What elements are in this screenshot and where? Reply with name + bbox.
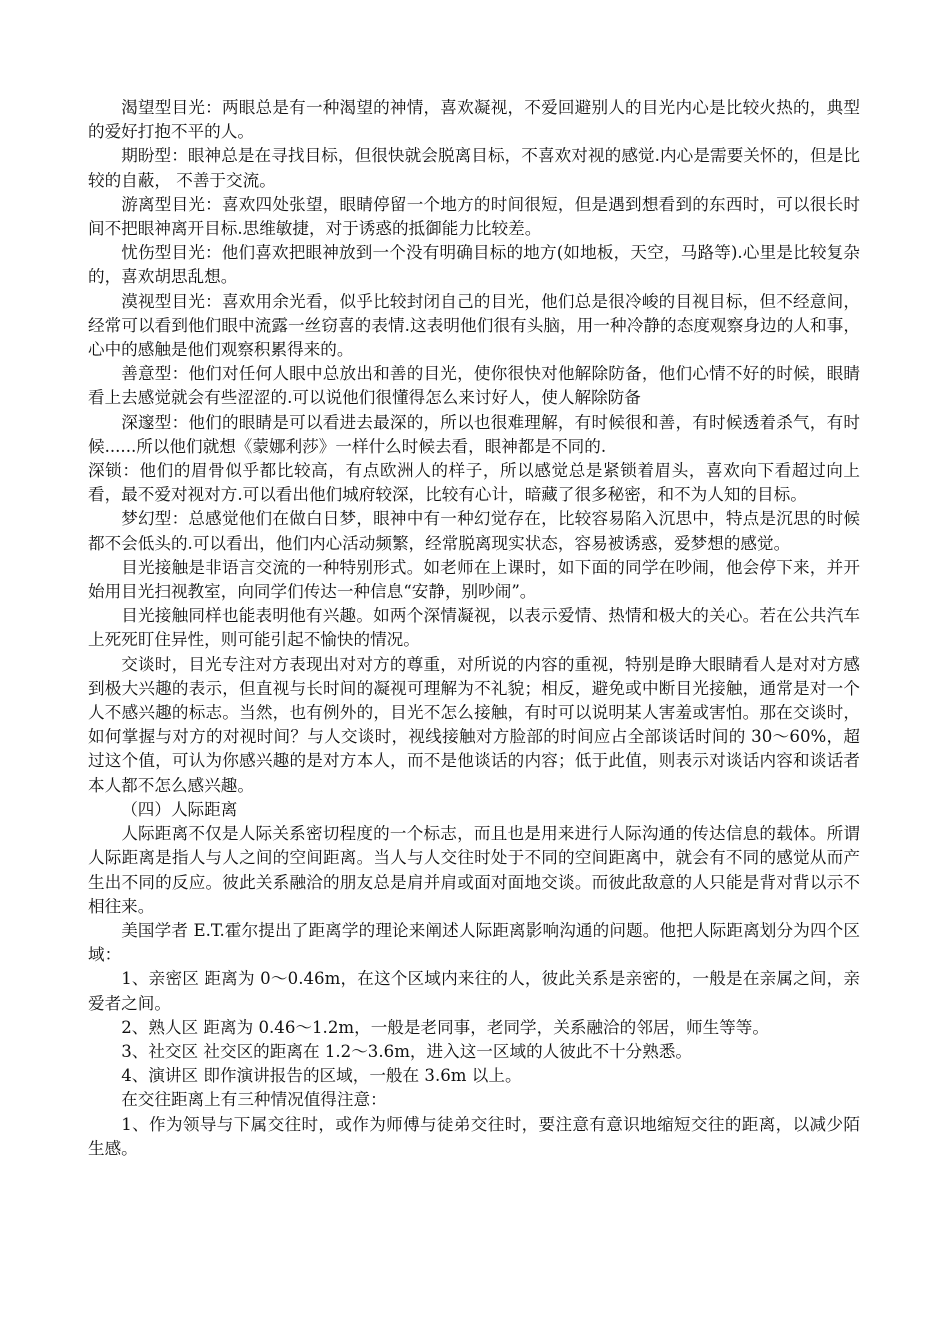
paragraph-expectant-gaze: 期盼型：眼神总是在寻找目标，但很快就会脱离目标，不喜欢对视的感觉.内心是需要关怀的，但是比较的自蔽， 不善于交流。 — [88, 146, 860, 190]
paragraph-sad-gaze: 忧伤型目光：他们喜欢把眼神放到一个没有明确目标的地方(如地板，天空，马路等).心里是比较复杂的，喜欢胡思乱想。 — [88, 243, 860, 287]
paragraph-kind-gaze: 善意型：他们对任何人眼中总放出和善的目光，使你很快对他解除防备，他们心情不好的时候，眼睛看上去感觉就会有些涩涩的.可以说他们很懂得怎么来讨好人，使人解除防备 — [88, 364, 860, 408]
paragraph-eager-gaze: 渴望型目光：两眼总是有一种渴望的神情，喜欢凝视，不爱回避别人的目光内心是比较火热的，典型的爱好打抱不平的人。 — [88, 98, 860, 142]
list-item-note-leader: 1、作为领导与下属交往时，或作为师傅与徒弟交往时，要注意有意识地缩短交往的距离，以减少陌生感。 — [88, 1114, 860, 1158]
document-page — [88, 96, 860, 1161]
paragraph-eye-contact-interest: 目光接触同样也能表明他有兴趣。如两个深情凝视，以表示爱情、热情和极大的关心。若在公共汽车上死死盯住异性，则可能引起不愉快的情况。 — [88, 606, 860, 650]
paragraph-locked-gaze: 深锁：他们的眉骨似乎都比较高，有点欧洲人的样子，所以感觉总是紧锁着眉头，喜欢向下看超过向上看，最不爱对视对方.可以看出他们城府较深，比较有心计，暗藏了很多秘密，和不为人知的目标。 — [88, 461, 860, 505]
paragraph-three-notes: 在交往距离上有三种情况值得注意： — [121, 1090, 387, 1110]
paragraph-indifferent-gaze: 漠视型目光：喜欢用余光看，似乎比较封闭自己的目光，他们总是很冷峻的目视目标，但不经意间，经常可以看到他们眼中流露一丝窃喜的表情.这表明他们很有头脑，用一种冷静的态度观察身边的人和事，心中的感触是他们观察积累得来的。 — [88, 291, 860, 360]
list-item-intimate-zone: 1、亲密区 距离为 0～0.46m，在这个区域内来往的人，彼此关系是亲密的，一般是在亲属之间，亲爱者之间。 — [88, 969, 860, 1013]
paragraph-hall-proxemics: 美国学者 E.T.霍尔提出了距离学的理论来阐述人际距离影响沟通的问题。他把人际距离划分为四个区域： — [88, 920, 860, 965]
paragraph-wandering-gaze: 游离型目光：喜欢四处张望，眼睛停留一个地方的时间很短，但是遇到想看到的东西时，可以很长时间不把眼神离开目标.思维敏捷，对于诱惑的抵御能力比较差。 — [88, 194, 860, 239]
list-item-speech-zone: 4、演讲区 即作演讲报告的区域，一般在 3.6m 以上。 — [121, 1066, 522, 1086]
list-item-social-zone: 3、社交区 社交区的距离在 1.2～3.6m，进入这一区域的人彼此不十分熟悉。 — [121, 1041, 693, 1061]
paragraph-conversation-gaze: 交谈时，目光专注对方表现出对对方的尊重，对所说的内容的重视，特别是睁大眼睛看人是对对方感到极大兴趣的表示，但直视与长时间的凝视可理解为不礼貌；相反，避免或中断目光接触，通常是对一个人不感兴趣的标志。当然，也有例外的，目光不怎么接触，有时可以说明某人害羞或害怕。那在交谈时，如何掌握与对方的对视时间？与人交谈时，视线接触对方脸部的时间应占全部谈话时间的 30～60%，超过这个值，可认为你感兴趣的是对方本人，而不是他谈话的内容；低于此值，则表示对谈话内容和谈话者本人都不怎么感兴趣。 — [88, 654, 860, 795]
paragraph-deep-gaze: 深邃型：他们的眼睛是可以看进去最深的，所以也很难理解，有时候很和善，有时候透着杀气，有时候......所以他们就想《蒙娜利莎》一样什么时候去看，眼神都是不同的. — [88, 412, 860, 456]
list-item-acquaintance-zone: 2、熟人区 距离为 0.46～1.2m，一般是老同事，老同学，关系融洽的邻居，师生等等。 — [121, 1017, 769, 1037]
section-heading-interpersonal-distance: （四）人际距离 — [121, 799, 238, 819]
paragraph-eye-contact-nonverbal: 目光接触是非语言交流的一种特别形式。如老师在上课时，如下面的同学在吵闹，他会停下来，并开始用目光扫视教室，向同学们传达一种信息“安静，别吵闹”。 — [88, 557, 860, 602]
paragraph-dreamy-gaze: 梦幻型：总感觉他们在做白日梦，眼神中有一种幻觉存在，比较容易陷入沉思中，特点是沉思的时候都不会低头的.可以看出，他们内心活动频繁，经常脱离现实状态，容易被诱惑，爱梦想的感觉。 — [88, 509, 860, 553]
paragraph-distance-intro: 人际距离不仅是人际关系密切程度的一个标志，而且也是用来进行人际沟通的传达信息的载体。所谓人际距离是指人与人之间的空间距离。当人与人交往时处于不同的空间距离中，就会有不同的感觉从而产生出不同的反应。彼此关系融洽的朋友总是肩并肩或面对面地交谈。而彼此敌意的人只能是背对背以示不相往来。 — [88, 824, 860, 916]
